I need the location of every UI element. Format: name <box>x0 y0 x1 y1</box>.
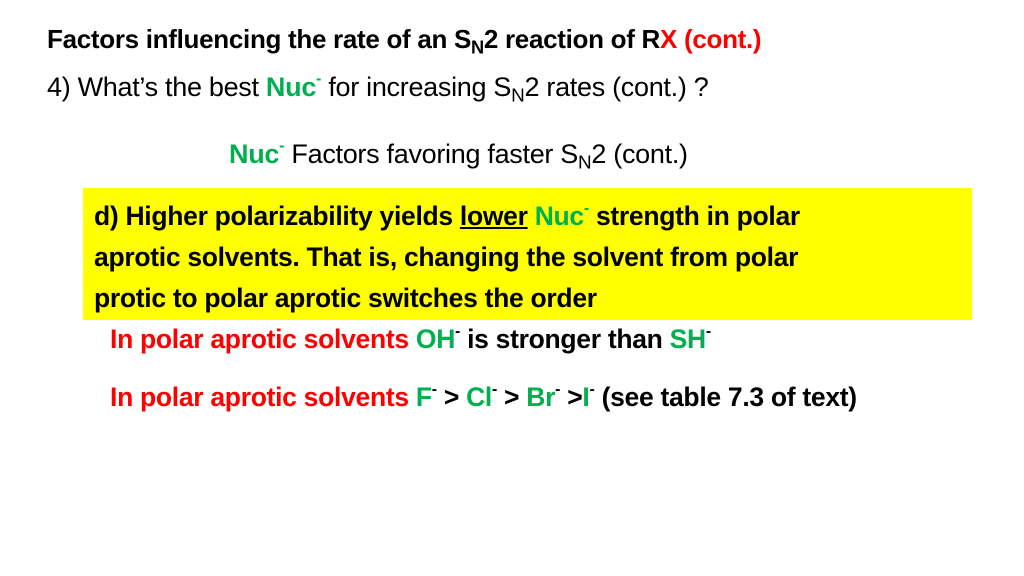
highlight-nuc-charge: - <box>583 200 589 218</box>
highlight-line3: protic to polar aprotic switches the order <box>94 283 597 313</box>
title-x: X <box>659 24 678 54</box>
ex2-cl-charge: - <box>491 381 497 399</box>
highlight-part2: strength in polar <box>595 201 800 231</box>
ex2-i: I <box>582 382 590 412</box>
ex2-f-charge: - <box>431 381 437 399</box>
question-line <box>47 69 709 107</box>
question-mid: for increasing S <box>328 72 512 102</box>
question-nuc-charge: - <box>316 69 322 88</box>
slide-title <box>47 24 762 58</box>
ex1-lead: In polar aprotic solvents <box>110 324 409 354</box>
ex2-lead: In polar aprotic solvents <box>110 382 409 412</box>
question-prefix: 4) What’s the best <box>47 72 259 102</box>
question-subscript: N <box>511 85 525 107</box>
ex2-gt3: > <box>560 382 583 412</box>
ex1-mid: is stronger than <box>467 324 663 354</box>
question-nuc: Nuc <box>265 72 317 102</box>
factors-suffix: 2 (cont.) <box>591 139 688 169</box>
ex2-gt2: > <box>496 382 527 412</box>
ex2-br: Br <box>526 382 556 412</box>
question-suffix: 2 rates (cont.) ? <box>524 72 709 102</box>
highlight-underlined: lower <box>459 201 528 231</box>
factors-heading <box>229 136 688 174</box>
ex2-br-charge: - <box>555 381 561 399</box>
highlight-nuc: Nuc <box>534 201 584 231</box>
ex2-f: F <box>415 382 432 412</box>
ex2-note: (see table 7.3 of text) <box>601 382 857 412</box>
title-cont: (cont.) <box>683 24 762 54</box>
ex1-oh-charge: - <box>455 323 461 341</box>
example-oh-sh <box>110 324 711 355</box>
ex2-cl: Cl <box>466 382 492 412</box>
title-mid: 2 reaction of R <box>483 24 660 54</box>
title-prefix: Factors influencing the rate of an S <box>47 24 472 54</box>
factors-subscript: N <box>578 152 592 174</box>
factors-text: Factors favoring faster S <box>291 139 579 169</box>
highlight-text <box>94 196 964 319</box>
title-subscript: N <box>471 37 484 58</box>
example-halides <box>110 382 857 413</box>
ex1-sh: SH <box>669 324 706 354</box>
factors-nuc-charge: - <box>279 136 285 155</box>
ex1-sh-charge: - <box>705 323 711 341</box>
ex2-i-charge: - <box>589 381 595 399</box>
highlight-line2: aprotic solvents. That is, changing the solvent from polar <box>94 242 799 272</box>
ex1-oh: OH <box>415 324 456 354</box>
ex2-gt1: > <box>436 382 467 412</box>
factors-nuc: Nuc <box>229 139 280 169</box>
highlight-part1: d) Higher polarizability yields <box>94 201 453 231</box>
